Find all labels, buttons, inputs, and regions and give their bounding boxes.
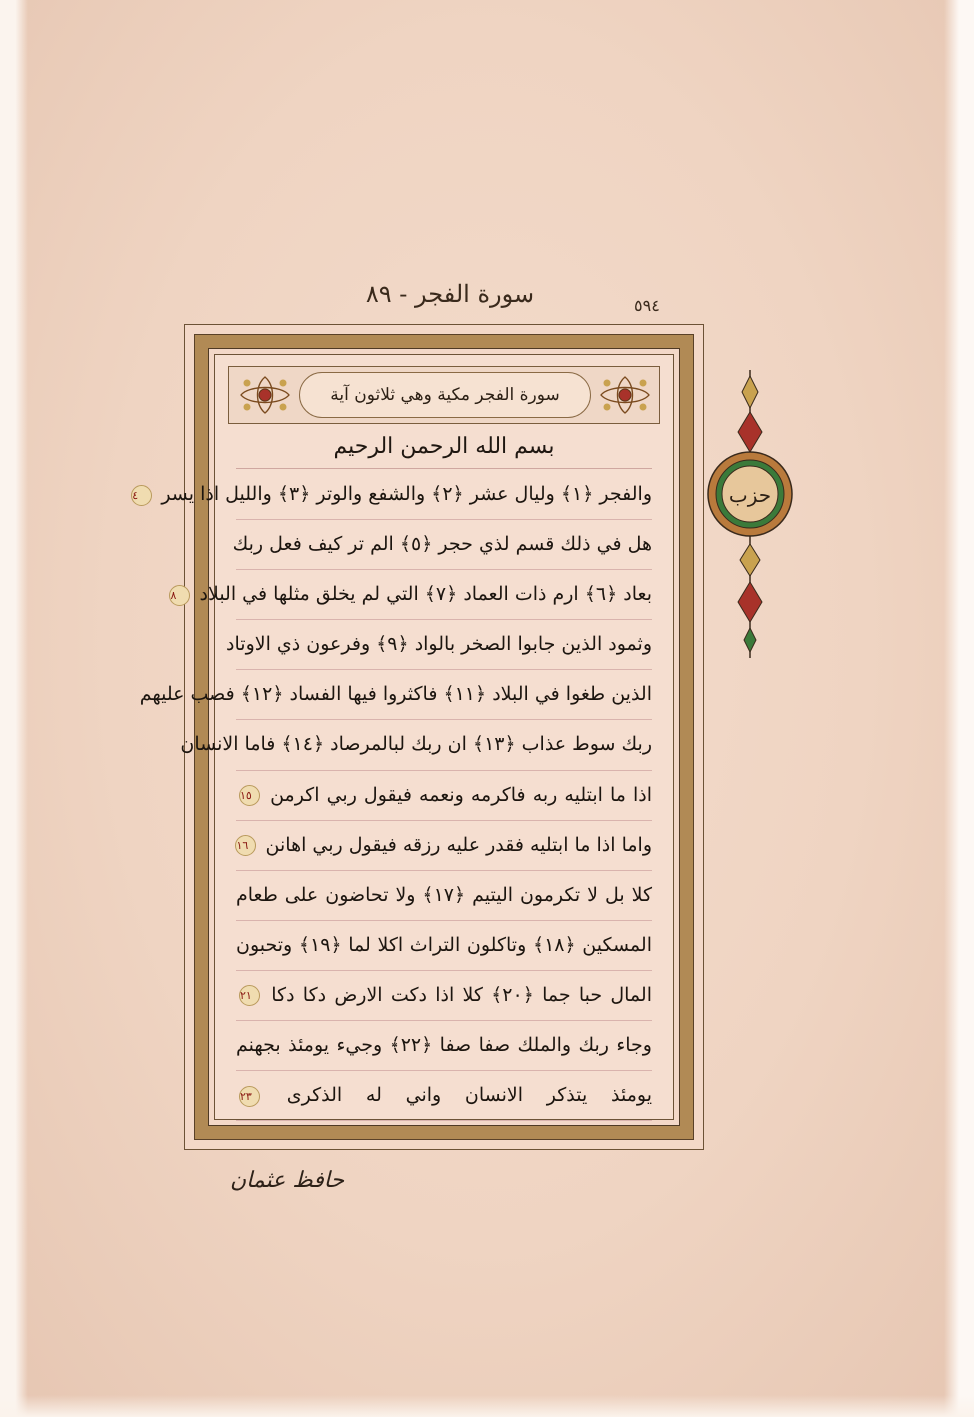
ayah-marker: ١٦	[235, 835, 256, 856]
verse-line: والفجر ﴿١﴾ وليال عشر ﴿٢﴾ والشفع والوتر ﴿٣﴾ والليل اذا يسر ٤	[236, 470, 652, 520]
floral-ornament-icon	[235, 371, 295, 419]
verse-line: اذا ما ابتليه ربه فاكرمه ونعمه فيقول ربي اكرمن ١٥	[236, 771, 652, 821]
ayah-marker: ١٥	[239, 785, 260, 806]
verse-line: الذين طغوا في البلاد ﴿١١﴾ فاكثروا فيها الفساد ﴿١٢﴾ فصب عليهم	[236, 670, 652, 720]
surah-header: سورة الفجر - ٨٩	[365, 280, 535, 308]
verse-line: واما اذا ما ابتليه فقدر عليه رزقه فيقول ربي اهانن ١٦	[236, 821, 652, 871]
verse-lines	[132, 470, 652, 1121]
verse-line: يومئذ يتذكر الانسان واني له الذكرى ٢٣	[236, 1071, 652, 1121]
page-edge-right	[944, 0, 974, 1417]
verse-line: وثمود الذين جابوا الصخر بالواد ﴿٩﴾ وفرعون ذي الاوتاد	[236, 620, 652, 670]
verse-line: المسكين ﴿١٨﴾ وتاكلون التراث اكلا لما ﴿١٩﴾ وتحبون	[236, 921, 652, 971]
page-number: ٥٩٤	[634, 296, 660, 315]
verse-line: كلا بل لا تكرمون اليتيم ﴿١٧﴾ ولا تحاضون على طعام	[236, 871, 652, 921]
hizb-label: حزب	[728, 483, 772, 507]
basmala: بسم الله الرحمن الرحيم	[236, 426, 652, 469]
page-edge-left	[0, 0, 28, 1417]
verse-line: بعاد ﴿٦﴾ ارم ذات العماد ﴿٧﴾ التي لم يخلق مثلها في البلاد ٨	[236, 570, 652, 620]
ayah-marker: ٨	[169, 585, 190, 606]
ayah-marker: ٢٣	[239, 1086, 260, 1107]
floral-ornament-icon	[595, 371, 655, 419]
ayah-marker: ٤	[131, 485, 152, 506]
verse-line: هل في ذلك قسم لذي حجر ﴿٥﴾ الم تر كيف فعل ربك	[236, 520, 652, 570]
surah-title: سورة الفجر مكية وهي ثلاثون آية	[299, 372, 591, 418]
verse-line: المال حبا جما ﴿٢٠﴾ كلا اذا دكت الارض دكا دكا ٢١	[236, 971, 652, 1021]
verse-line: ربك سوط عذاب ﴿١٣﴾ ان ربك لبالمرصاد ﴿١٤﴾ فاما الانسان	[236, 720, 652, 770]
hizb-marker-medallion-icon	[704, 366, 796, 662]
calligrapher-signature: حافظ عثمان	[230, 1168, 345, 1193]
surah-title-band	[228, 366, 660, 424]
page-edge-bottom	[0, 1395, 974, 1417]
ayah-marker: ٢١	[239, 985, 260, 1006]
verse-line: وجاء ربك والملك صفا صفا ﴿٢٢﴾ وجيء يومئذ بجهنم	[236, 1021, 652, 1071]
